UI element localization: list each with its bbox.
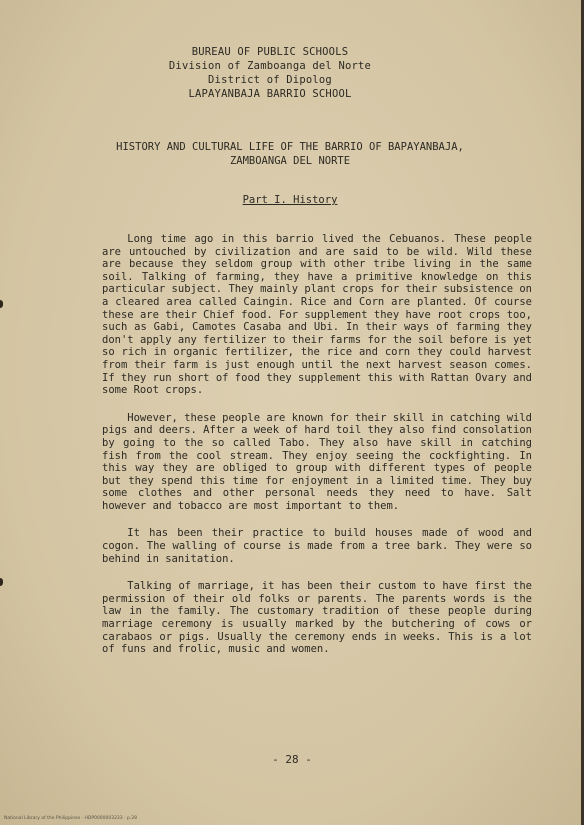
binding-hole bbox=[0, 578, 3, 586]
header-line: Division of Zamboanga del Norte bbox=[168, 60, 372, 72]
binding-hole bbox=[0, 300, 3, 308]
document-header bbox=[90, 45, 450, 101]
header-line: District of Dipolog bbox=[208, 74, 332, 86]
body-text bbox=[102, 233, 532, 671]
archive-footer: National Library of the Philippines · HDP0000003233 · p.28 bbox=[4, 816, 137, 821]
header-line: BUREAU OF PUBLIC SCHOOLS bbox=[191, 46, 349, 58]
paragraph: It has been their practice to build houses made of wood and cogon. The walling of course is made from a tree bark. They were so behind in sanitation. bbox=[102, 527, 532, 565]
title-line: ZAMBOANGA DEL NORTE bbox=[229, 155, 351, 167]
paragraph: Long time ago in this barrio lived the Cebuanos. These people are untouched by civilization and are said to be wild. Wild these are because they seldom group with other tribe living in the same soil. Talking of farming, they have a primitive knowledge on this particular subject. They mainly plant crops for their subsistence on a cleared area called Caingin. Rice and Corn are planted. Of course these are their Chief food. For supplement they have root crops too, such as Gabi, Camotes Casaba and Ubi. In their ways of farming they don't apply any fertilizer to their farms for the soil before is yet so rich in organic fertilizer, the rice and corn they could harvest from their farm is just enough until the next harvest season comes. If they run short of food they supplement this with Rattan Ovary and some Root crops. bbox=[102, 233, 532, 397]
paragraph: Talking of marriage, it has been their custom to have first the permission of their old folks or parents. The parents words is the law in the family. The customary tradition of these people during marriage ceremony is usually marked by the butchering of cows or carabaos or pigs. Usually the ceremony ends in weeks. This is a lot of funs and frolic, music and women. bbox=[102, 580, 532, 656]
paragraph: However, these people are known for their skill in catching wild pigs and deers. After a week of hard toil they also find consolation by going to the so called Tabo. They also have skill in catching fish from the cool stream. They enjoy seeing the cockfighting. In this way they are obliged to group with different types of people but they spend this time for enjoyment in a limited time. They buy some clothes and other personal needs they need to have. Salt however and tobacco are most important to them. bbox=[102, 411, 532, 512]
title-line: HISTORY AND CULTURAL LIFE OF THE BARRIO OF BAPAYANBAJA, bbox=[116, 141, 464, 153]
section-heading: Part I. History bbox=[242, 194, 338, 206]
header-line: LAPAYANBAJA BARRIO SCHOOL bbox=[188, 88, 352, 100]
document-title bbox=[95, 140, 485, 168]
page-number: - 28 - bbox=[272, 753, 312, 766]
